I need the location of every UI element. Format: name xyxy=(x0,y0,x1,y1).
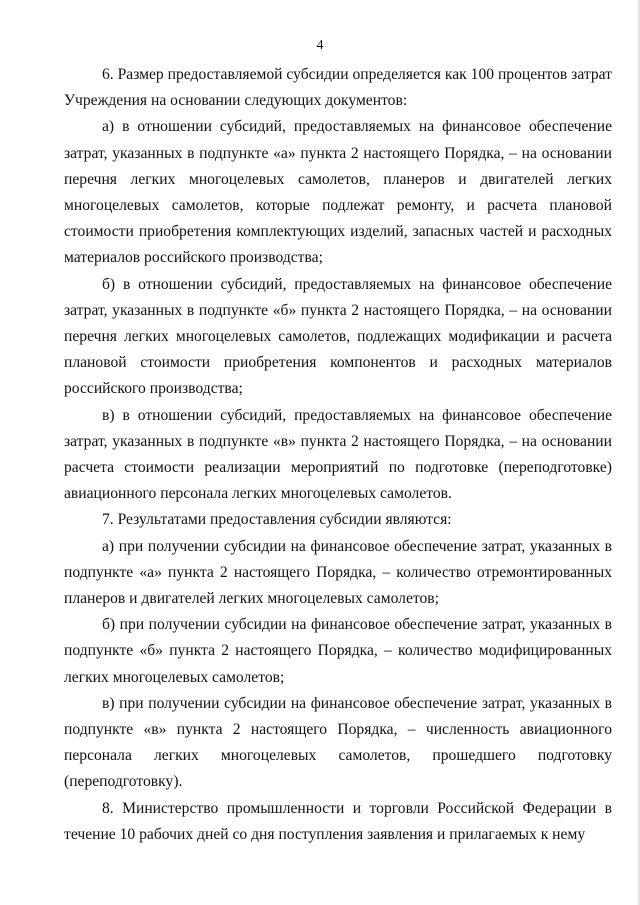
paragraph-7a: а) при получении субсидии на финансовое обеспечение затрат, указанных в подпункте «а» пункта 2 настоящего Порядка, – количество отремонтированных планеров и двигателей легких многоцелевых самолетов; xyxy=(64,537,612,608)
paragraph-6b: б) в отношении субсидий, предоставляемых на финансовое обеспечение затрат, указанных в подпункте «б» пункта 2 настоящего Порядка, – на основании перечня легких многоцелевых самолетов, подлежащих модификации и расчета плановой стоимости приобретения компонентов и расходных материалов российского производства; xyxy=(64,275,612,398)
paragraph-6v: в) в отношении субсидий, предоставляемых на финансовое обеспечение затрат, указанных в подпункте «в» пункта 2 настоящего Порядка, – на основании расчета стоимости реализации мероприятий по подготовке (переподготовке) авиационного персонала легких многоцелевых самолетов. xyxy=(64,406,612,503)
paragraph-7v: в) при получении субсидии на финансовое обеспечение затрат, указанных в подпункте «в» пункта 2 настоящего Порядка, – численность авиационного персонала легких многоцелевых самолетов, прошедшего подготовку (переподготовку). xyxy=(64,694,612,791)
paragraph-6: 6. Размер предоставляемой субсидии определяется как 100 процентов затрат Учреждения на основании следующих документов: xyxy=(64,66,612,110)
page-number: 4 xyxy=(316,38,324,53)
paragraph-6a: а) в отношении субсидий, предоставляемых на финансовое обеспечение затрат, указанных в подпункте «а» пункта 2 настоящего Порядка, – на основании перечня легких многоцелевых самолетов, планеров и двигателей легких многоцелевых самолетов, которые подлежат ремонту, и расчета плановой стоимости приобретения комплектующих изделий, запасных частей и расходных материалов российского производства; xyxy=(64,118,612,267)
document-body xyxy=(64,62,612,848)
paragraph-7: 7. Результатами предоставления субсидии являются: xyxy=(102,511,452,529)
paragraph-8: 8. Министерство промышленности и торговли Российской Федерации в течение 10 рабочих дней со дня поступления заявления и прилагаемых к нему xyxy=(64,799,612,843)
paragraph-7b: б) при получении субсидии на финансовое обеспечение затрат, указанных в подпункте «б» пункта 2 настоящего Порядка, – количество модифицированных легких многоцелевых самолетов; xyxy=(64,616,612,686)
